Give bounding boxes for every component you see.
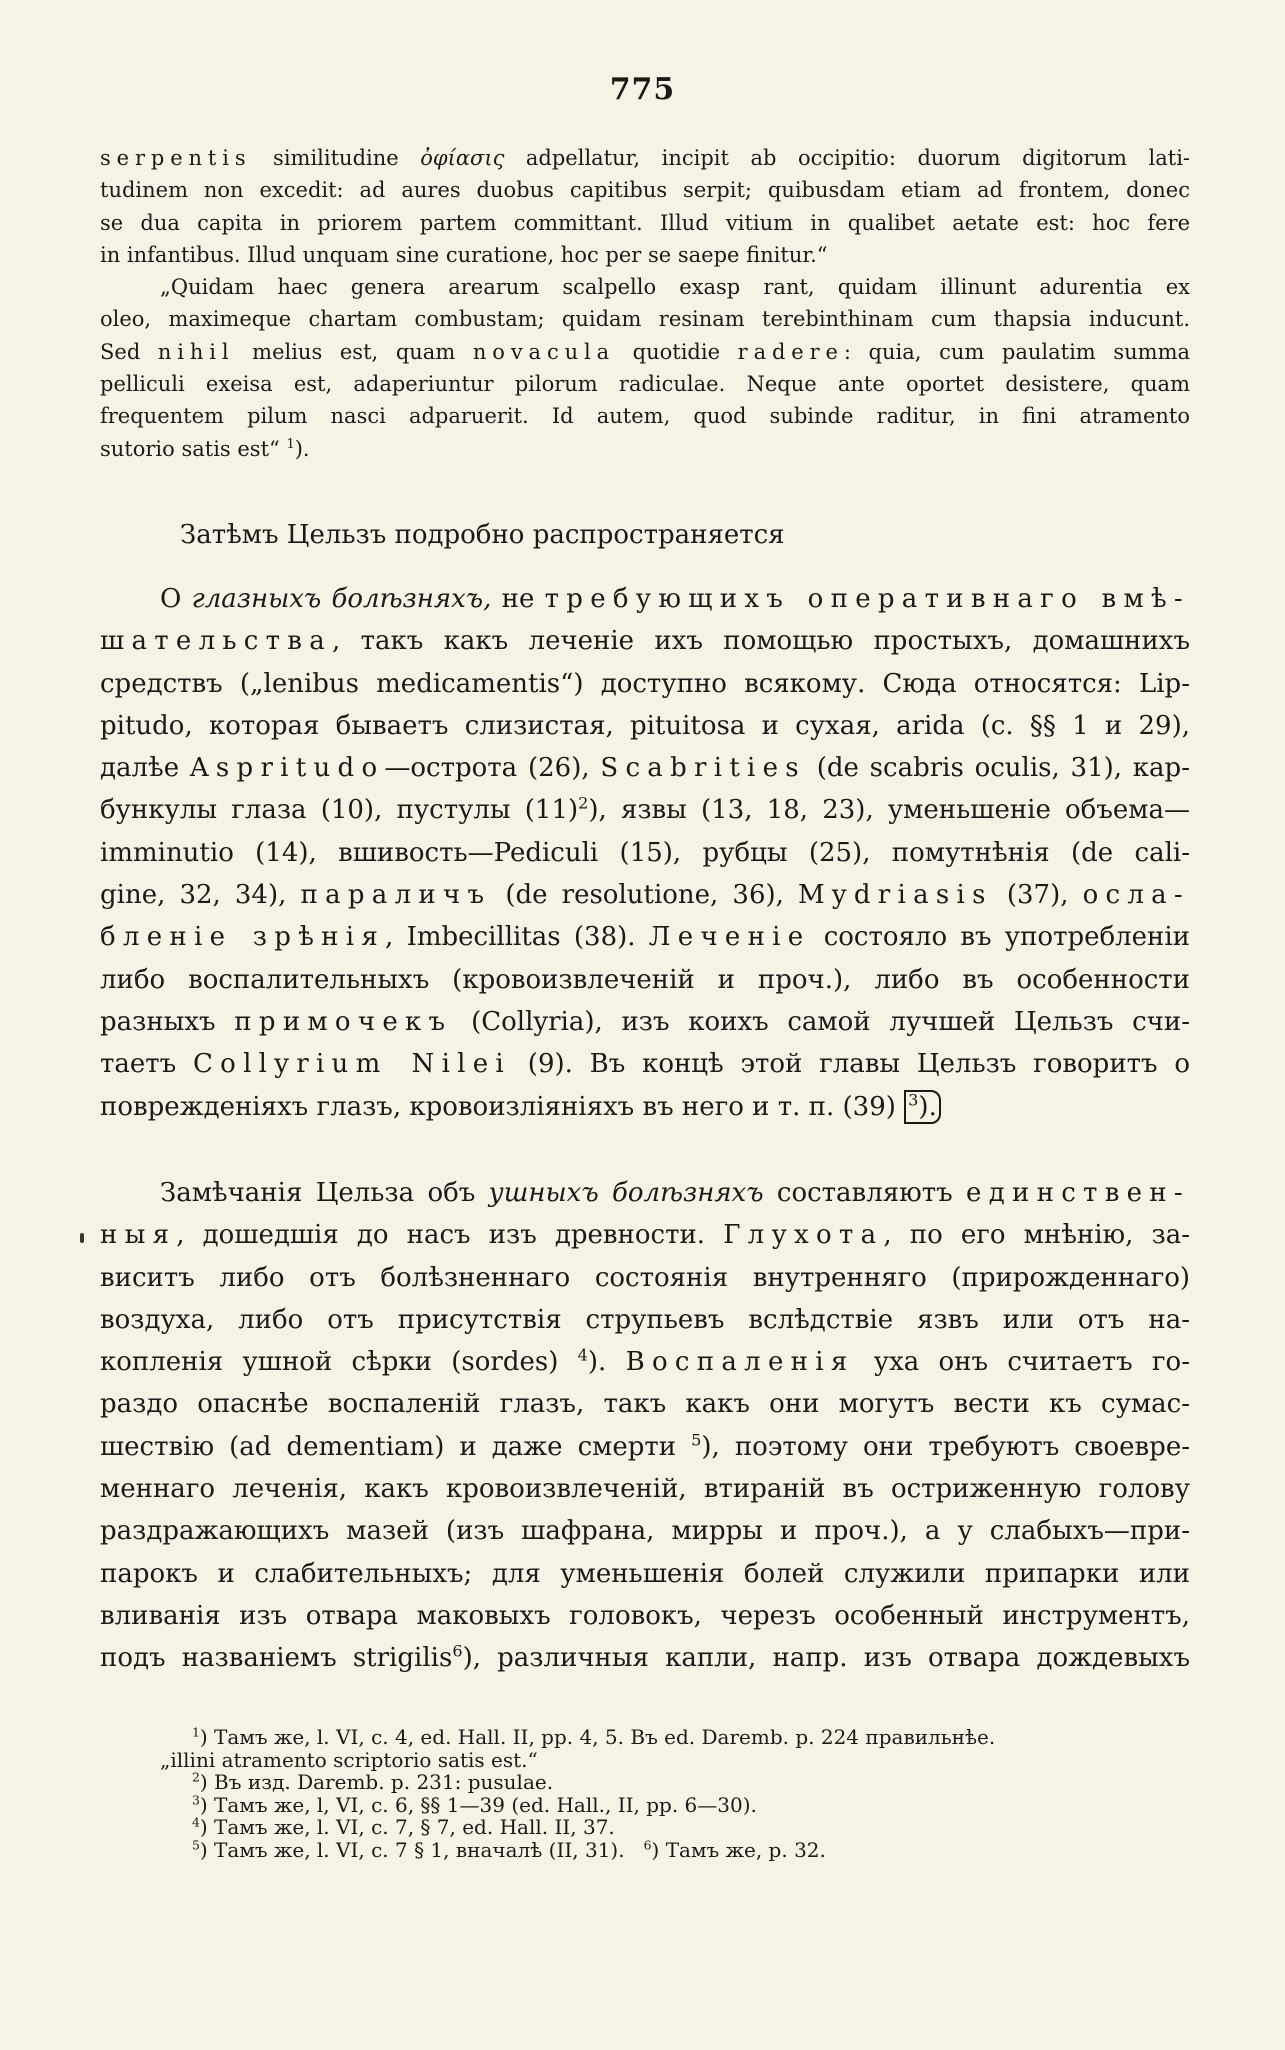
- text-run: similitudine: [251, 146, 421, 170]
- text-line: раздражающихъ мазей (изъ шафрана, мирры и проч.), а у слабыхъ—при-: [100, 1516, 1190, 1547]
- text-run: melius est, quam: [234, 339, 473, 364]
- footnote-mark: 5: [192, 1836, 200, 1852]
- footnote-text: ) Тамъ же, l. VI, c. 4, ed. Hall. II, pp. 4, 5. Въ ed. Daremb. p. 224 правильнѣе.: [199, 1725, 996, 1749]
- text-run: , такъ какъ леченіе ихъ помощью простыхъ, домашнихъ: [332, 626, 1190, 657]
- latin-line: [100, 336, 1190, 368]
- text-line: [100, 1086, 1190, 1128]
- text-run: —острота (26),: [384, 753, 601, 784]
- spaced-word: требующихъ оперативнаго вмѣ-: [544, 584, 1190, 614]
- text-run: quotidie: [615, 339, 738, 364]
- text-run: поврежденіяхъ глазъ, кровоизліяніяхъ въ него и т. п. (39): [100, 1091, 905, 1122]
- footnote-text: ) Въ изд. Daremb. p. 231: pusulae.: [199, 1770, 554, 1794]
- latin-line: [100, 433, 1190, 465]
- spaced-word: параличъ: [300, 880, 492, 911]
- text-line: imminutio (14), вшивость—Pediculi (15), рубцы (25), помутнѣнія (de cali-: [100, 837, 1190, 868]
- text-line: вливанія изъ отвара маковыхъ головокъ, черезъ особенный инструментъ,: [100, 1600, 1190, 1631]
- text-run: gine, 32, 34),: [100, 880, 301, 911]
- latin-line: pelliculi exeisa est, adaperiuntur pilorum radiculae. Neque ante oportet desistere, quam: [100, 372, 1190, 397]
- spaced-word: осла-: [1082, 880, 1190, 911]
- spaced-word: Scabrities: [600, 753, 806, 784]
- spaced-word: шательства: [100, 626, 332, 657]
- footnote: [100, 1771, 1190, 1794]
- text-run: подъ названіемъ strigilis: [100, 1643, 453, 1674]
- text-line: [100, 789, 1190, 831]
- text-run: ).: [294, 436, 310, 461]
- spaced-word: единствен-: [966, 1178, 1190, 1208]
- spaced-word: novacula: [472, 339, 616, 364]
- footnote-mark: 2: [192, 1769, 200, 1785]
- text-line: меннаго леченія, какъ кровоизвлеченій, втираній въ остриженную голову: [100, 1474, 1190, 1505]
- text-run: ).: [587, 1347, 626, 1378]
- text-run: уха онъ считаетъ го-: [854, 1347, 1190, 1378]
- text-run: (37),: [992, 880, 1083, 911]
- spaced-word: Глухота: [723, 1220, 884, 1251]
- footnote-continuation: „illini atramento scriptorio satis est.“: [160, 1747, 538, 1772]
- footnote-ref: 1: [286, 436, 295, 452]
- text-run: (9). Въ концѣ этой главы Цельзъ говоритъ о: [511, 1049, 1190, 1080]
- footnote-mark: 1: [192, 1724, 200, 1740]
- paragraph-eye-diseases: [100, 578, 1190, 1128]
- text-line: либо воспалительныхъ (кровоизвлеченій и проч.), либо въ особенности: [100, 964, 1190, 995]
- spaced-word: nihil: [157, 339, 235, 364]
- spaced-word: Воспаленія: [625, 1347, 855, 1378]
- latin-line: in infantibus. Illud unquam sine curatione, hoc per se saepe finitur.“: [100, 242, 828, 267]
- text-run: копленія ушной сѣрки (sordes): [100, 1347, 578, 1378]
- text-run: Sed: [100, 339, 158, 364]
- latin-line: frequentem pilum nasci adparuerit. Id autem, quod subinde raditur, in fini atramento: [100, 404, 1190, 429]
- spaced-word: Collyrium Nilei: [192, 1049, 512, 1080]
- footnote: [100, 1726, 1190, 1749]
- text-run: ).: [918, 1091, 937, 1122]
- pencil-bracket: [904, 1090, 941, 1124]
- text-line: раздо опаснѣе воспаленій глазъ, такъ какъ они могутъ вести къ сумас-: [100, 1389, 1190, 1420]
- text-run: , дошедшія до насъ изъ древности.: [176, 1220, 724, 1251]
- footnote-mark: 3: [192, 1791, 200, 1807]
- text-line: средствъ („lenibus medicamentis“) доступно всякому. Сюда относятся: Lip-: [100, 668, 1190, 699]
- greek-word: ὀφίασις: [420, 146, 505, 170]
- spaced-word: Леченіе: [648, 922, 811, 953]
- footnote: [100, 1791, 1190, 1817]
- text-run: ), язвы (13, 18, 23), уменьшеніе объема—: [588, 795, 1190, 826]
- text-line: [100, 1214, 1190, 1256]
- text-line: [100, 1341, 1190, 1383]
- text-line: [100, 1637, 1190, 1679]
- footnote-ref: 2: [578, 793, 589, 813]
- text-line: парокъ и слабительныхъ; для уменьшенія болей служили припарки или: [100, 1558, 1190, 1589]
- footnote-text: ) Тамъ же, p. 32.: [651, 1837, 826, 1862]
- text-run: бункулы глаза (10), пустулы (11): [100, 795, 579, 826]
- text-line: [100, 578, 1190, 620]
- latin-line: [100, 142, 1190, 174]
- footnote: [100, 1816, 1190, 1839]
- text-run: (de resolutione, 36),: [491, 880, 799, 911]
- spaced-word: radere: [737, 339, 844, 364]
- text-line: pitudo, которая бываетъ слизистая, pituitosa и сухая, arida (с. §§ 1 и 29),: [100, 710, 1190, 741]
- text-run: Замѣчанія Цельза объ: [160, 1178, 489, 1208]
- text-run: шествію (ad dementiam) и даже смерти: [100, 1431, 692, 1462]
- margin-mark: [80, 1233, 84, 1243]
- footnote-mark: 6: [643, 1836, 652, 1852]
- text-run: adpellatur, incipit ab occipitio: duorum digitorum lati-: [504, 146, 1191, 170]
- footnote: [100, 1836, 1190, 1862]
- text-run: , по его мнѣнію, за-: [883, 1220, 1190, 1251]
- spaced-word: serpentis: [100, 146, 252, 170]
- footnote-mark: 4: [192, 1814, 200, 1830]
- text-line: [100, 1043, 1190, 1085]
- text-run: разныхъ: [100, 1006, 235, 1037]
- text-line: [100, 1001, 1190, 1043]
- text-line: [100, 747, 1190, 789]
- paragraph-ear-diseases: [100, 1172, 1190, 1680]
- latin-quotation: [100, 142, 1190, 465]
- spaced-word: ныя: [100, 1220, 177, 1251]
- footnote-ref: 6: [452, 1641, 463, 1661]
- text-line: [100, 1172, 1190, 1214]
- text-run: (Collyria), изъ коихъ самой лучшей Цельзъ счи-: [452, 1006, 1190, 1037]
- italic-run: ушныхъ болѣзняхъ: [488, 1178, 764, 1208]
- text-run: sutorio satis est“: [100, 436, 280, 461]
- text-line: виситъ либо отъ болѣзненнаго состоянія внутренняго (прирожденнаго): [100, 1262, 1190, 1293]
- text-run: О: [160, 584, 192, 614]
- latin-line: oleo, maximeque chartam combustam; quidam resinam terebinthinam cum thapsia inducunt.: [100, 307, 1190, 332]
- footnote-ref: 4: [577, 1345, 588, 1365]
- spaced-word: Aspritudo: [189, 753, 385, 784]
- italic-run: глазныхъ болѣзняхъ,: [191, 584, 492, 614]
- intro-line: Затѣмъ Цельзъ подробно распространяется: [180, 520, 785, 550]
- text-line: [100, 874, 1190, 916]
- text-line: [100, 916, 1190, 958]
- footnote-text: ) Тамъ же, l, VI, c. 6, §§ 1—39 (ed. Hall., II, pp. 6—30).: [199, 1792, 757, 1817]
- latin-line: „Quidam haec genera arearum scalpello exasp rant, quidam illinunt adurentia ex: [160, 275, 1190, 300]
- spaced-word: примочекъ: [234, 1006, 453, 1037]
- spaced-word: Mydriasis: [798, 880, 993, 911]
- text-line: воздуха, либо отъ присутствія струпьевъ вслѣдствіе язвъ или отъ на-: [100, 1304, 1190, 1335]
- text-run: ), поэтому они требуютъ своевре-: [701, 1431, 1190, 1462]
- text-run: далѣе: [100, 753, 190, 784]
- text-run: составляютъ: [763, 1178, 967, 1208]
- text-run: не: [491, 584, 545, 614]
- text-line: [100, 620, 1190, 662]
- footnote-ref: 3: [908, 1089, 919, 1109]
- footnote-ref: 5: [691, 1430, 702, 1450]
- footnote-text: ) Тамъ же, l. VI, c. 7, § 7, ed. Hall. II, 37.: [199, 1815, 615, 1839]
- text-run: таетъ: [100, 1049, 193, 1080]
- latin-line: tudinem non excedit: ad aures duobus capitibus serpit; quibusdam etiam ad frontem, donec: [100, 178, 1190, 203]
- spaced-word: бленіе зрѣнія: [100, 922, 386, 953]
- text-run: состояло въ употребленіи: [810, 922, 1191, 953]
- text-run: : quia, cum paulatim summa: [843, 339, 1191, 364]
- text-run: (de scabris oculis, 31), кар-: [805, 753, 1190, 784]
- footnotes: [100, 1726, 1190, 1861]
- text-run: , Imbecillitas (38).: [385, 922, 649, 953]
- text-line: [100, 1426, 1190, 1468]
- latin-line: se dua capita in priorem partem committant. Illud vitium in qualibet aetate est: hoc fere: [100, 210, 1190, 235]
- footnote-text: ) Тамъ же, l. VI, c. 7 § 1, вначалѣ (II, 31).: [199, 1837, 625, 1862]
- page-number: 775: [609, 72, 676, 107]
- text-run: ), различныя капли, напр. изъ отвара дождевыхъ: [462, 1643, 1190, 1674]
